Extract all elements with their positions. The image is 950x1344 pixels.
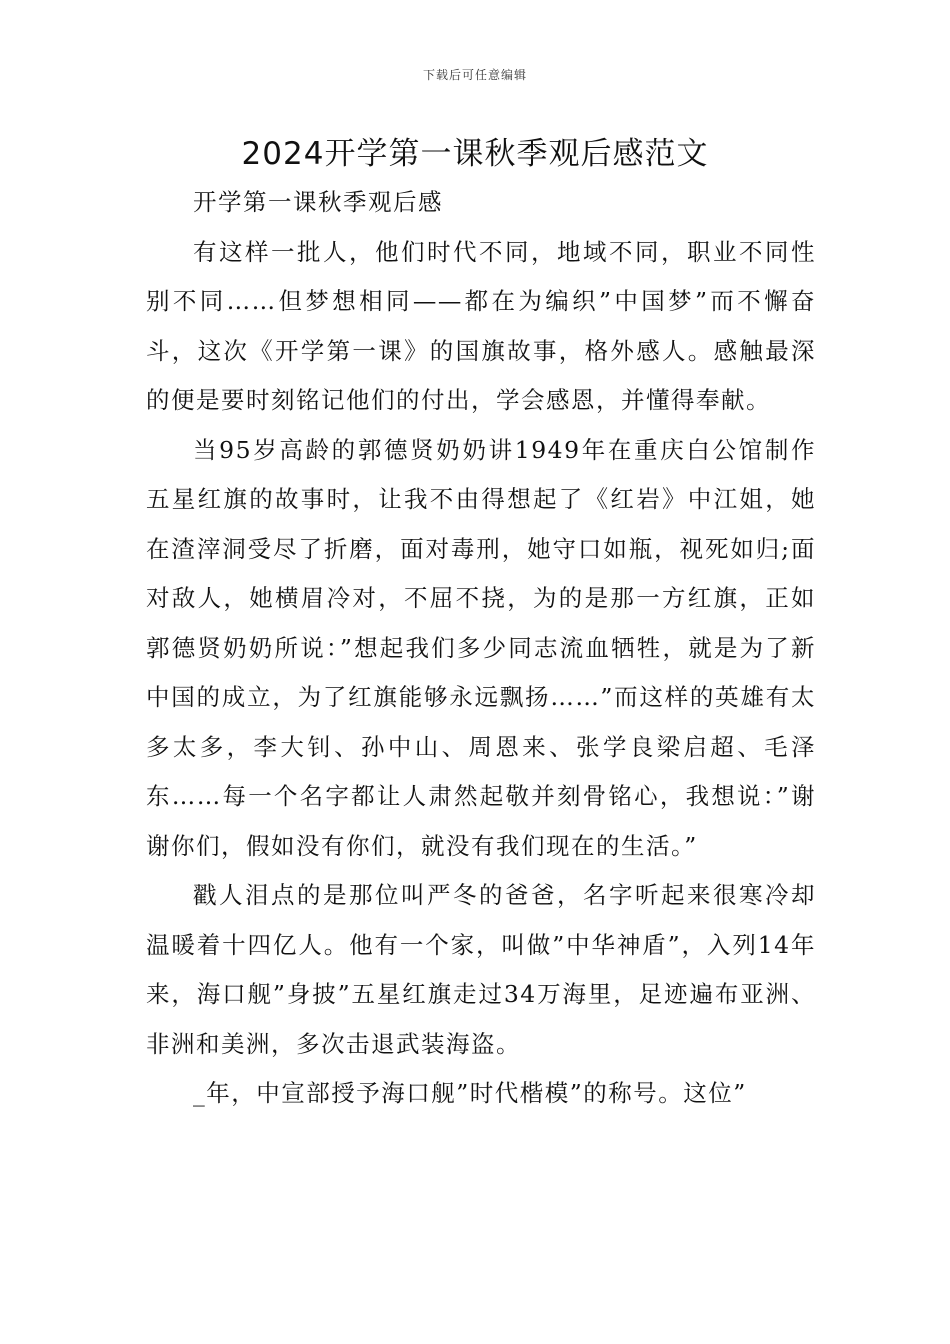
body-paragraph: _年，中宣部授予海口舰”时代楷模”的称号。这位”: [193, 1079, 747, 1107]
body-paragraph: 当95岁高龄的郭德贤奶奶讲1949年在重庆白公馆制作五星红旗的故事时，让我不由得想起了《红岩》中江姐，她在渣滓洞受尽了折磨，面对毒刑，她守口如瓶，视死如归;面对敌人，她横眉冷对，不屈不挠，为的是那一方红旗，正如郭德贤奶奶所说：”想起我们多少同志流血牺牲，就是为了新中国的成立，为了红旗能够永远飘扬……”而这样的英雄有太多太多，李大钊、孙中山、周恩来、张学良梁启超、毛泽东……每一个名字都让人肃然起敬并刻骨铭心，我想说：”谢谢你们，假如没有你们，就没有我们现在的生活。”: [146, 435, 816, 860]
body-paragraph: 有这样一批人，他们时代不同，地域不同，职业不同性别不同……但梦想相同——都在为编织”中国梦”而不懈奋斗，这次《开学第一课》的国旗故事，格外感人。感触最深的便是要时刻铭记他们的付出，学会感恩，并懂得奉献。: [146, 237, 816, 414]
document-body: [146, 178, 816, 1119]
document-title: 2024开学第一课秋季观后感范文: [241, 136, 709, 172]
body-paragraph: 戳人泪点的是那位叫严冬的爸爸，名字听起来很寒冷却温暖着十四亿人。他有一个家，叫做”中华神盾”，入列14年来，海口舰”身披”五星红旗走过34万海里，足迹遍布亚洲、非洲和美洲，多次击退武装海盗。: [146, 881, 816, 1058]
subtitle-paragraph: 开学第一课秋季观后感: [193, 188, 443, 216]
header-note: 下载后可任意编辑: [422, 68, 527, 82]
